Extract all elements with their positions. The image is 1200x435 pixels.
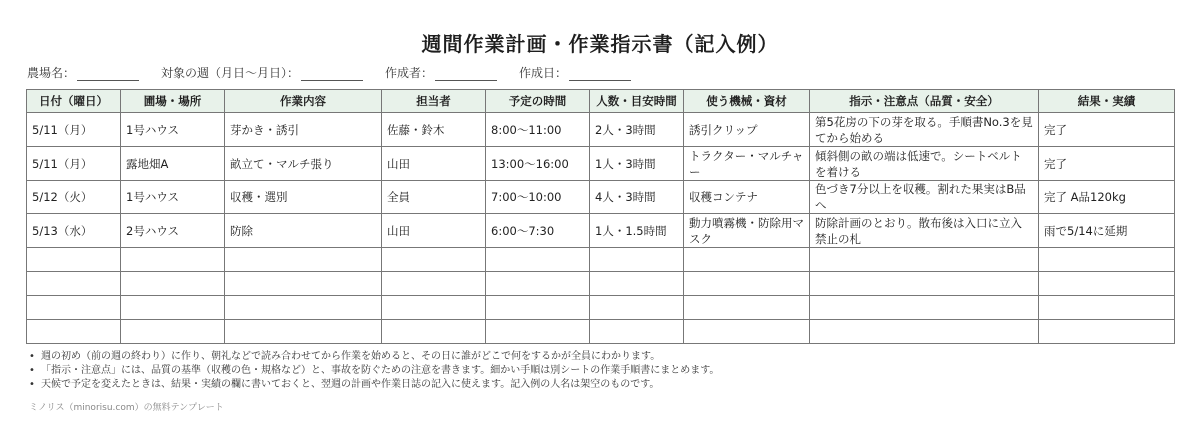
empty-cell[interactable] (684, 272, 810, 296)
cell-location[interactable]: 1号ハウス (121, 181, 225, 214)
empty-cell[interactable] (382, 296, 486, 320)
cell-task[interactable]: 防除 (225, 214, 382, 248)
cell-date[interactable]: 5/11（月） (27, 147, 121, 181)
empty-cell[interactable] (684, 320, 810, 344)
cell-task[interactable]: 畝立て・マルチ張り (225, 147, 382, 181)
empty-row (27, 296, 1175, 320)
cell-instructions[interactable]: 色づき7分以上を収穫。割れた果実はB品へ (810, 181, 1039, 214)
empty-cell[interactable] (382, 272, 486, 296)
created-date-field[interactable] (519, 64, 631, 81)
cell-equipment[interactable]: 誘引クリップ (684, 113, 810, 147)
cell-date[interactable]: 5/13（水） (27, 214, 121, 248)
bullet-icon: • (29, 351, 35, 362)
cell-result[interactable]: 完了 A品120kg (1039, 181, 1175, 214)
cell-headcount[interactable]: 4人・3時間 (590, 181, 684, 214)
empty-cell[interactable] (1039, 248, 1175, 272)
empty-cell[interactable] (684, 248, 810, 272)
empty-cell[interactable] (486, 320, 590, 344)
cell-result[interactable]: 完了 (1039, 113, 1175, 147)
cell-headcount[interactable]: 1人・3時間 (590, 147, 684, 181)
cell-equipment[interactable]: 収穫コンテナ (684, 181, 810, 214)
notes-list (29, 350, 719, 392)
author-label: 作成者： (385, 66, 434, 80)
cell-instructions[interactable]: 防除計画のとおり。散布後は入口に立入禁止の札 (810, 214, 1039, 248)
empty-cell[interactable] (590, 296, 684, 320)
empty-cell[interactable] (810, 272, 1039, 296)
header-task: 作業内容 (225, 90, 382, 113)
cell-headcount[interactable]: 2人・3時間 (590, 113, 684, 147)
cell-date[interactable]: 5/12（火） (27, 181, 121, 214)
created-date-blank[interactable] (569, 68, 631, 81)
cell-equipment[interactable]: 動力噴霧機・防除用マスク (684, 214, 810, 248)
empty-cell[interactable] (27, 296, 121, 320)
table-row (27, 113, 1175, 147)
empty-cell[interactable] (382, 248, 486, 272)
author-field[interactable] (385, 64, 497, 81)
note-text: 天候で予定を変えたときは、結果・実績の欄に書いておくと、翌週の計画や作業日誌の記入に使えます。記入例の人名は架空のものです。 (41, 379, 660, 390)
target-week-field[interactable] (161, 64, 363, 81)
empty-cell[interactable] (1039, 320, 1175, 344)
note-text: 週の初め（前の週の終わり）に作り、朝礼などで読み合わせてから作業を始めると、その日に誰がどこで何をするかが全員にわかります。 (41, 351, 661, 362)
header-field-location: 圃場・場所 (121, 90, 225, 113)
header-scheduled-time: 予定の時間 (486, 90, 590, 113)
farm-name-field[interactable] (27, 64, 139, 81)
cell-time[interactable]: 8:00〜11:00 (486, 113, 590, 147)
cell-task[interactable]: 収穫・選別 (225, 181, 382, 214)
cell-task[interactable]: 芽かき・誘引 (225, 113, 382, 147)
cell-assignee[interactable]: 山田 (382, 214, 486, 248)
target-week-blank[interactable] (301, 68, 363, 81)
cell-location[interactable]: 2号ハウス (121, 214, 225, 248)
note-item (29, 378, 719, 392)
empty-cell[interactable] (27, 272, 121, 296)
empty-cell[interactable] (225, 296, 382, 320)
header-result: 結果・実績 (1039, 90, 1175, 113)
empty-cell[interactable] (810, 248, 1039, 272)
cell-location[interactable]: 1号ハウス (121, 113, 225, 147)
empty-row (27, 320, 1175, 344)
empty-cell[interactable] (27, 320, 121, 344)
cell-time[interactable]: 6:00〜7:30 (486, 214, 590, 248)
empty-cell[interactable] (810, 320, 1039, 344)
empty-cell[interactable] (121, 272, 225, 296)
empty-cell[interactable] (1039, 296, 1175, 320)
cell-headcount[interactable]: 1人・1.5時間 (590, 214, 684, 248)
empty-cell[interactable] (225, 272, 382, 296)
empty-cell[interactable] (382, 320, 486, 344)
note-text: 「指示・注意点」には、品質の基準（収穫の色・規格など）と、事故を防ぐための注意を書きます。細かい手順は別シートの作業手順書にまとめます。 (41, 365, 720, 376)
table-row (27, 214, 1175, 248)
farm-name-label: 農場名： (27, 66, 76, 80)
empty-cell[interactable] (590, 320, 684, 344)
note-item (29, 350, 719, 364)
note-item (29, 364, 719, 378)
table-row (27, 181, 1175, 214)
empty-cell[interactable] (121, 296, 225, 320)
empty-row (27, 248, 1175, 272)
cell-result[interactable]: 雨で5/14に延期 (1039, 214, 1175, 248)
empty-cell[interactable] (684, 296, 810, 320)
table-row (27, 147, 1175, 181)
table-header-row (27, 90, 1175, 113)
cell-assignee[interactable]: 全員 (382, 181, 486, 214)
empty-cell[interactable] (486, 272, 590, 296)
bullet-icon: • (29, 379, 35, 390)
target-week-label: 対象の週（月日〜月日）： (161, 66, 300, 80)
cell-instructions[interactable]: 第5花房の下の芽を取る。手順書No.3を見てから始める (810, 113, 1039, 147)
template-credit: ミノリス（minorisu.com）の無料テンプレート (29, 403, 224, 413)
page-title: 週間作業計画・作業指示書（記入例） (421, 32, 779, 56)
header-assignee: 担当者 (382, 90, 486, 113)
header-headcount-hours: 人数・目安時間 (590, 90, 684, 113)
bullet-icon: • (29, 365, 35, 376)
cell-equipment[interactable]: トラクター・マルチャー (684, 147, 810, 181)
cell-result[interactable]: 完了 (1039, 147, 1175, 181)
cell-instructions[interactable]: 傾斜側の畝の端は低速で。シートベルトを着ける (810, 147, 1039, 181)
cell-assignee[interactable]: 山田 (382, 147, 486, 181)
header-instructions: 指示・注意点（品質・安全） (810, 90, 1039, 113)
cell-time[interactable]: 7:00〜10:00 (486, 181, 590, 214)
cell-assignee[interactable]: 佐藤・鈴木 (382, 113, 486, 147)
header-date: 日付（曜日） (27, 90, 121, 113)
cell-date[interactable]: 5/11（月） (27, 113, 121, 147)
header-equipment: 使う機械・資材 (684, 90, 810, 113)
cell-time[interactable]: 13:00〜16:00 (486, 147, 590, 181)
empty-cell[interactable] (27, 248, 121, 272)
empty-cell[interactable] (590, 272, 684, 296)
empty-cell[interactable] (810, 296, 1039, 320)
empty-cell[interactable] (121, 320, 225, 344)
farm-name-blank[interactable] (77, 68, 139, 81)
created-date-label: 作成日： (519, 66, 568, 80)
cell-location[interactable]: 露地畑A (121, 147, 225, 181)
empty-cell[interactable] (486, 296, 590, 320)
empty-cell[interactable] (121, 248, 225, 272)
work-plan-table (26, 89, 1175, 344)
empty-cell[interactable] (1039, 272, 1175, 296)
empty-cell[interactable] (225, 320, 382, 344)
author-blank[interactable] (435, 68, 497, 81)
empty-cell[interactable] (590, 248, 684, 272)
empty-cell[interactable] (486, 248, 590, 272)
header-fields (27, 64, 631, 81)
empty-row (27, 272, 1175, 296)
empty-cell[interactable] (225, 248, 382, 272)
